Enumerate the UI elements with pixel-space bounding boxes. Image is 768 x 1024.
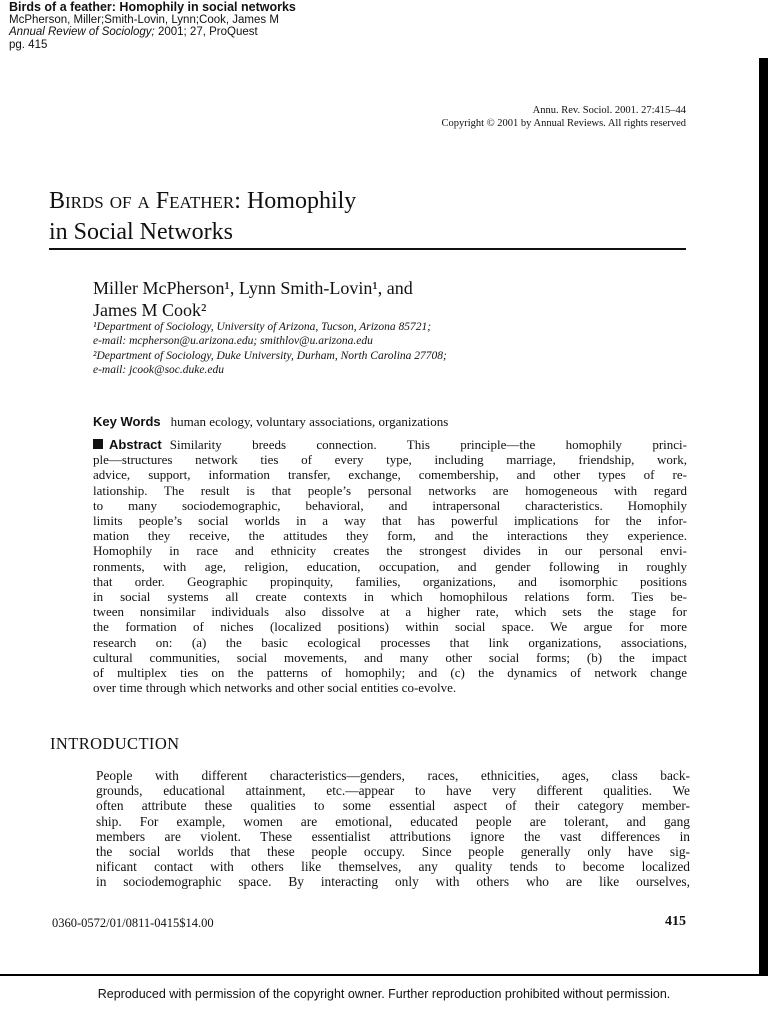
intro-line: People with different characteristics—genders, races, ethnicities, ages, class back-	[96, 768, 690, 783]
title-divider	[49, 248, 686, 250]
title-line2: in Social Networks	[49, 219, 233, 245]
scan-edge-bar	[759, 58, 768, 974]
intro-line: grounds, educational attainment, etc.—appear to have very different qualities. We	[96, 783, 690, 799]
copyright-line: Copyright © 2001 by Annual Reviews. All rights reserved	[441, 118, 686, 129]
abstract-line: limits people’s social worlds in a way that has powerful implications for the infor-	[93, 513, 687, 529]
abstract-line: of multiplex ties on the patterns of homophily; and (c) the dynamics of network change	[93, 665, 687, 681]
abstract-line: Similarity breeds connection. This principle—the homophily princi-	[169, 437, 687, 452]
author-list	[93, 277, 413, 321]
proquest-authors: McPherson, Miller;Smith-Lovin, Lynn;Cook, James M	[9, 13, 279, 26]
affiliation-line: ²Department of Sociology, Duke University, Durham, North Carolina 27708;	[93, 349, 447, 362]
proquest-title: Birds of a feather: Homophily in social networks	[9, 0, 296, 14]
citation-line: Annu. Rev. Sociol. 2001. 27:415–44	[532, 105, 686, 116]
abstract-line: tween nonsimilar individuals also dissolve at a higher rate, which sets the stage for	[93, 604, 687, 620]
abstract-line: lationship. The result is that people’s personal networks are homogeneous with regard	[93, 482, 687, 498]
proquest-journal-rest: 2001; 27, ProQuest	[154, 26, 258, 38]
abstract-line: research on: (a) the basic ecological processes that link organizations, associations,	[93, 634, 687, 650]
bottom-divider	[0, 974, 768, 976]
abstract-line: in social systems all create contexts in which homophilous relations form. Ties be-	[93, 589, 687, 605]
intro-line: often attribute these qualities to some essential aspect of their category member-	[96, 798, 690, 814]
citation-block	[442, 104, 687, 130]
abstract-line: advice, support, information transfer, exchange, comembership, and other types of re-	[93, 467, 687, 483]
abstract-line: the formation of niches (localized positions) within social space. We argue for more	[93, 619, 687, 635]
permission-notice: Reproduced with permission of the copyright owner. Further reproduction prohibited without permission.	[97, 987, 671, 1001]
key-words	[93, 414, 448, 430]
affiliation-line: e-mail: jcook@soc.duke.edu	[93, 363, 224, 376]
authors-line: Miller McPherson¹, Lynn Smith-Lovin¹, and	[93, 278, 413, 298]
proquest-journal: Annual Review of Sociology;	[9, 26, 155, 38]
affiliations	[93, 320, 447, 377]
title-rest: Homophily	[240, 188, 357, 214]
abstract-bullet-icon	[93, 439, 103, 449]
abstract-line: to many sociodemographic, behavioral, and intrapersonal characteristics. Homophily	[93, 497, 687, 513]
abstract-line: Homophily in race and ethnicity creates the strongest divides in our personal envi-	[93, 543, 687, 559]
key-words-text: human ecology, voluntary associations, organizations	[170, 414, 449, 429]
proquest-header	[9, 1, 296, 51]
abstract-line: that order. Geographic propinquity, families, organizations, and isomorphic positions	[93, 573, 687, 589]
title-smallcaps: Birds of a Feather:	[49, 188, 241, 214]
intro-line: in sociodemographic space. By interacting only with others who are like ourselves,	[96, 874, 690, 890]
abstract-line: mation they receive, the attitudes they form, and the interactions they experience.	[93, 528, 687, 544]
abstract	[93, 437, 687, 695]
abstract-line: over time through which networks and other social entities co-evolve.	[93, 680, 457, 696]
intro-line: members are violent. These essentialist attributions ignore the vast differences in	[96, 828, 690, 844]
intro-line: the social worlds that these people occupy. Since people generally only have sig-	[96, 844, 690, 860]
section-heading-introduction: INTRODUCTION	[50, 734, 180, 753]
footer-code: 0360-0572/01/0811-0415$14.00	[52, 916, 214, 930]
proquest-source	[9, 26, 296, 39]
authors-line: James M Cook²	[93, 300, 207, 320]
abstract-line: ple—structures network ties of every type, including marriage, friendship, work,	[93, 452, 687, 468]
intro-line: ship. For example, women are emotional, educated people are tolerant, and gang	[96, 813, 690, 829]
proquest-page: pg. 415	[9, 38, 48, 51]
page-number: 415	[665, 914, 686, 929]
abstract-line: ronments, with age, religion, education, occupation, and gender following in roughly	[93, 558, 687, 574]
key-words-label: Key Words	[93, 414, 161, 429]
affiliation-line: e-mail: mcpherson@u.arizona.edu; smithlov@u.arizona.edu	[93, 335, 373, 348]
introduction-body	[96, 768, 690, 890]
article-title	[49, 186, 356, 248]
intro-line: nificant contact with others like themselves, any quality tends to become localized	[96, 859, 690, 875]
abstract-line: cultural communities, social movements, and many other social forms; (b) the impact	[93, 649, 687, 665]
abstract-label: Abstract	[109, 437, 162, 452]
affiliation-line: ¹Department of Sociology, University of Arizona, Tucson, Arizona 85721;	[93, 321, 432, 333]
